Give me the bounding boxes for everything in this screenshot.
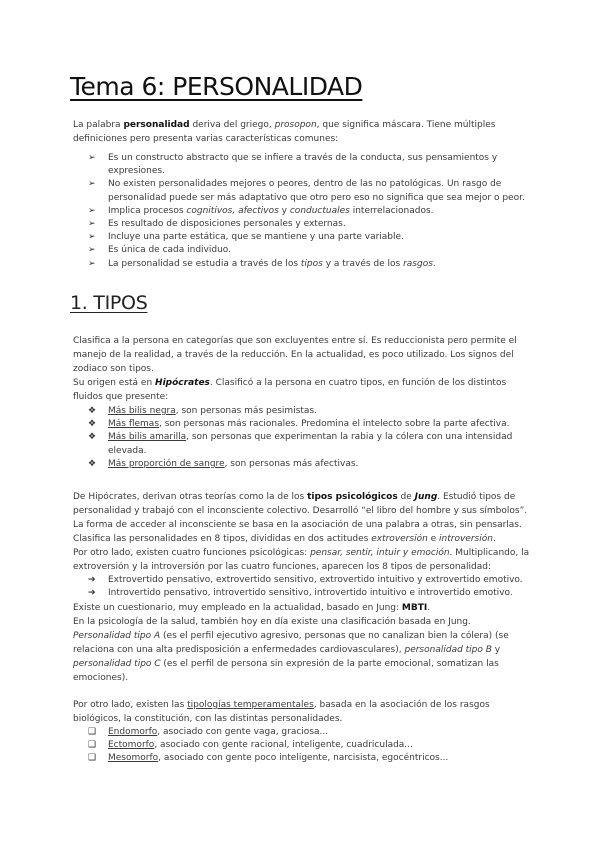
arrow-bullet-icon: ➔	[88, 588, 96, 599]
intro-text: deriva del griego,	[189, 120, 275, 130]
section-heading-tipos: 1. TIPOS	[70, 292, 148, 314]
list-item: ❖ Más bilis negra, son personas más pesimistas.	[88, 405, 528, 418]
list-item: ➔ Extrovertido pensativo, extrovertido sensitivo, extrovertido intuitivo y extrovertido emotivo.	[88, 574, 528, 587]
intro-keyword: personalidad	[123, 120, 190, 130]
list-item: ➢ Es resultado de disposiciones personales y externas.	[88, 218, 528, 231]
health-paragraph: En la psicología de la salud, también hoy en día existe una clasificación basada en Jung. Personalidad tipo A (es el perfil ejecutivo agresivo, personas que no canalizan bien la cólera) (se relaciona con una alta predisposición a enfermedades cardiovasculares), personalidad tipo B y personalidad tipo C (es el perfil de persona sin expresión de la parte emocional, somatizan las emociones).	[73, 617, 509, 683]
diamond-bullet-icon: ❖	[88, 432, 97, 443]
mbti-paragraph: Existe un cuestionario, muy empleado en la actualidad, basado en Jung: MBTI.	[73, 603, 431, 613]
intro-text: La palabra	[73, 120, 124, 130]
hipocrates-name: Hipócrates	[155, 378, 210, 388]
jung-paragraph: De Hipócrates, derivan otras teorías como la de los tipos psicológicos de Jung. Estudió tipos de personalidad y trabajó con el inconsciente colectivo. Desarrolló “el libro del hombre y sus símbolos”. La forma de acceder al inconsciente se basa en la asociación de una palabra a otras, sin pensarlas. Clasifica las personalidades en 8 tipos, divididas en dos actitudes extroversión e introversión.	[73, 492, 528, 544]
list-item: ❖ Más flemas, son personas más racionales. Predomina el intelecto sobre la parte afectiva.	[88, 418, 528, 431]
list-item: ➢ No existen personalidades mejores o peores, dentro de las no patológicas. Un rasgo de personalidad puede ser más adaptativo que otro pero eso no significa que sea mejor o peor.	[88, 179, 525, 203]
intro-paragraph	[73, 118, 533, 146]
diamond-bullet-icon: ❖	[88, 419, 97, 430]
body-types-list	[88, 726, 528, 766]
arrowhead-bullet-icon: ➢	[88, 219, 96, 230]
list-item: ➢ Incluye una parte estática, que se mantiene y una parte variable.	[88, 231, 528, 244]
personality-types-list	[88, 574, 528, 600]
intro-term: prosopon	[274, 120, 317, 130]
list-item: ➔ Introvertido pensativo, introvertido sensitivo, introvertido intuitivo e introvertido emotivo.	[88, 587, 528, 600]
characteristics-list	[88, 152, 528, 271]
humors-list	[88, 405, 528, 471]
list-item: ➢ La personalidad se estudia a través de los tipos y a través de los rasgos.	[88, 258, 528, 271]
arrowhead-bullet-icon: ➢	[88, 205, 96, 216]
checkbox-bullet-icon: ❑	[88, 727, 97, 737]
list-item: ❑ Mesomorfo, asociado con gente poco inteligente, narcisista, egocéntricos...	[88, 752, 528, 765]
arrowhead-bullet-icon: ➢	[88, 245, 96, 256]
checkbox-bullet-icon: ❑	[88, 753, 97, 764]
intro-text: , que significa máscara. Tiene múltiples definiciones pero presenta varias características comunes:	[73, 120, 496, 144]
diamond-bullet-icon: ❖	[88, 406, 97, 416]
diamond-bullet-icon: ❖	[88, 458, 97, 469]
list-item: ➢ Es única de cada individuo.	[88, 244, 528, 257]
list-item: ➢ Implica procesos cognitivos, afectivos y conductuales interrelacionados.	[88, 205, 528, 218]
functions-paragraph: Por otro lado, existen cuatro funciones psicológicas: pensar, sentir, intuir y emoción. Multiplicando, la extroversión y la introversión por las cuatro funciones, aparecen los 8 tipos de personalidad:	[73, 548, 530, 572]
arrowhead-bullet-icon: ➢	[88, 258, 96, 269]
arrowhead-bullet-icon: ➢	[88, 153, 96, 163]
list-item: ❖ Más proporción de sangre, son personas más afectivas.	[88, 458, 528, 471]
checkbox-bullet-icon: ❑	[88, 740, 97, 751]
arrowhead-bullet-icon: ➢	[88, 179, 96, 190]
hipocrates-paragraph: Su origen está en Hipócrates. Clasificó a la persona en cuatro tipos, en función de los distintos fluidos que presente:	[73, 378, 507, 402]
page-title: Tema 6: PERSONALIDAD	[70, 72, 363, 101]
list-item: ❑ Ectomorfo, asociado con gente racional, inteligente, cuadriculada...	[88, 739, 528, 752]
list-item: ❖ Más bilis amarilla, son personas que experimentan la rabia y la cólera con una intensidad elevada.	[88, 432, 513, 456]
arrowhead-bullet-icon: ➢	[88, 232, 96, 243]
arrow-bullet-icon: ➔	[88, 575, 96, 585]
temperament-paragraph: Por otro lado, existen las tipologías temperamentales, basada en la asociación de los rasgos biológicos, la constitución, con las distintas personalidades.	[73, 700, 490, 724]
list-item: ➢ Es un constructo abstracto que se infiere a través de la conducta, sus pensamientos y expresiones.	[88, 153, 498, 177]
tipos-paragraph: Clasifica a la persona en categorías que son excluyentes entre sí. Es reduccionista pero permite el manejo de la realidad, a través de la reducción. En la actualidad, es poco utilizado. Los signos del zodiaco son tipos.	[73, 336, 517, 374]
list-item: ❑ Endomorfo, asociado con gente vaga, graciosa...	[88, 726, 528, 739]
